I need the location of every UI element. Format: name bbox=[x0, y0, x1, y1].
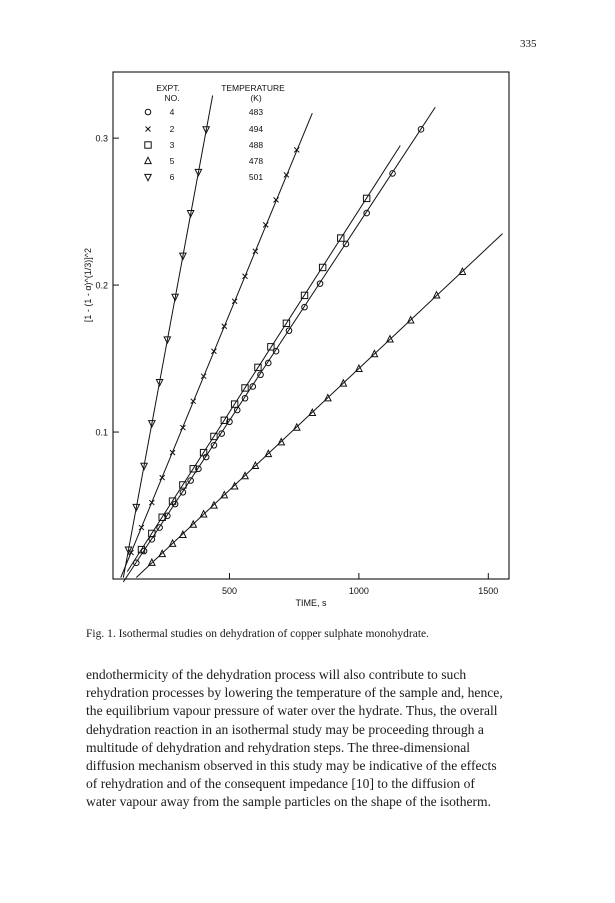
figure-caption: Fig. 1. Isothermal studies on dehydration of copper sulphate monohydrate. bbox=[86, 628, 430, 640]
x-axis-label: TIME, s bbox=[295, 598, 327, 608]
legend-expt-number: 6 bbox=[169, 172, 175, 182]
body-line: rehydration processes by lowering the temperature of the sample and, hence, bbox=[86, 685, 503, 701]
legend-header-expt: EXPT. bbox=[156, 83, 180, 93]
data-point-cross bbox=[149, 500, 154, 505]
legend-expt-number: 5 bbox=[169, 156, 175, 166]
legend-temperature: 488 bbox=[248, 140, 264, 150]
data-point-cross bbox=[139, 525, 144, 530]
data-point-cross bbox=[253, 249, 258, 254]
legend-expt-number: 4 bbox=[169, 107, 175, 117]
body-line: multitude of dehydration and rehydration steps. The three-dimensional bbox=[86, 739, 471, 755]
x-tick-label: 1500 bbox=[478, 586, 499, 596]
data-point-circle bbox=[302, 304, 308, 310]
x-tick-label: 1000 bbox=[348, 586, 369, 596]
fit-line bbox=[127, 145, 400, 571]
data-point-square bbox=[145, 142, 151, 148]
data-point-cross bbox=[222, 324, 227, 329]
data-point-cross bbox=[146, 127, 151, 132]
data-point-circle bbox=[180, 489, 186, 495]
body-line: diffusion mechanism observed in this study may be indicative of the effects bbox=[86, 758, 497, 774]
body-line: dehydration reaction in an isothermal study may be proceeding through a bbox=[86, 721, 484, 737]
legend-expt-number: 2 bbox=[169, 124, 175, 134]
data-point-triangle-down bbox=[145, 174, 151, 180]
body-line: the equilibrium vapour pressure of water over the hydrate. Thus, the overall bbox=[86, 703, 498, 719]
y-axis-label: [1 - (1 - α)^(1/3)]^2 bbox=[83, 248, 93, 323]
y-tick-label: 0.1 bbox=[95, 427, 108, 438]
data-point-triangle-up bbox=[145, 157, 151, 163]
legend-expt-number: 3 bbox=[169, 140, 175, 150]
y-tick-label: 0.2 bbox=[95, 280, 108, 291]
x-tick-label: 500 bbox=[221, 586, 237, 596]
data-point-cross bbox=[243, 274, 248, 279]
legend-temperature: 501 bbox=[248, 172, 264, 182]
body-text bbox=[86, 666, 522, 812]
body-line: of rehydration and of the consequent impedance [10] to the diffusion of bbox=[86, 776, 475, 792]
legend bbox=[145, 83, 285, 182]
data-points bbox=[125, 127, 465, 566]
fit-lines bbox=[121, 96, 503, 582]
legend-header-no: NO. bbox=[164, 93, 180, 103]
data-point-cross bbox=[211, 349, 216, 354]
data-point-triangle-up bbox=[149, 559, 155, 565]
data-point-cross bbox=[232, 299, 237, 304]
axis-labels bbox=[83, 248, 327, 608]
body-line: water vapour away from the sample particles on the shape of the isotherm. bbox=[86, 794, 492, 810]
legend-temperature: 483 bbox=[248, 107, 264, 117]
body-line: endothermicity of the dehydration process will also contribute to such bbox=[86, 667, 467, 682]
data-point-circle bbox=[188, 478, 194, 484]
data-point-triangle-up bbox=[433, 292, 439, 298]
page-number: 335 bbox=[520, 38, 537, 50]
y-tick-label: 0.3 bbox=[95, 133, 108, 144]
legend-header-unit: (K) bbox=[250, 93, 262, 103]
legend-temperature: 478 bbox=[248, 156, 264, 166]
data-point-circle bbox=[145, 109, 151, 115]
legend-temperature: 494 bbox=[248, 124, 264, 134]
legend-header-temperature: TEMPERATURE bbox=[221, 83, 285, 93]
